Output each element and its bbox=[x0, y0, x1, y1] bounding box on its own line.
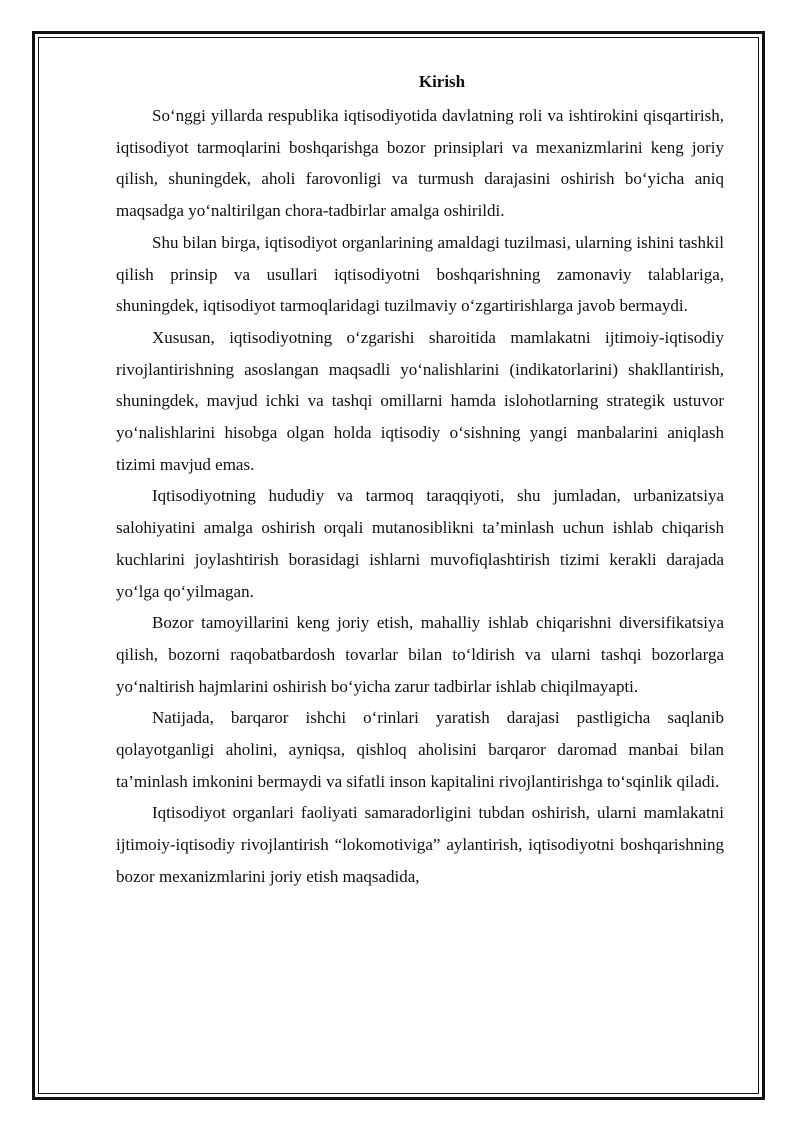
document-heading: Kirish bbox=[418, 72, 466, 91]
paragraph: So‘nggi yillarda respublika iqtisodiyotida davlatning roli va ishtirokini qisqartirish, iqtisodiyot tarmoqlarini boshqarishga bozor prinsiplari va mexanizmlarini keng joriy qilish, shuningdek, aholi farovonligi va turmush darajasini oshirish bo‘yicha aniq maqsadga yo‘naltirilgan chora-tadbirlar amalga oshirildi. bbox=[116, 106, 724, 221]
paragraph: Iqtisodiyotning hududiy va tarmoq taraqqiyoti, shu jumladan, urbanizatsiya salohiyatini amalga oshirish orqali mutanosiblikni ta’minlash uchun ishlab chiqarish kuchlarini joylashtirish borasidagi ishlarni muvofiqlashtirish tizimi kerakli darajada yo‘lga qo‘yilmagan. bbox=[116, 486, 724, 601]
document-body bbox=[116, 68, 724, 893]
paragraph: Bozor tamoyillarini keng joriy etish, mahalliy ishlab chiqarishni diversifikatsiya qilish, bozorni raqobatbardosh tovarlar bilan to‘ldirish va ularni tashqi bozorlarga yo‘naltirish hajmlarini oshirish bo‘yicha zarur tadbirlar ishlab chiqilmayapti. bbox=[116, 613, 724, 696]
paragraph: Xususan, iqtisodiyotning o‘zgarishi sharoitida mamlakatni ijtimoiy-iqtisodiy rivojlantirishning asoslangan maqsadli yo‘nalishlarini (indikatorlarini) shakllantirish, shuningdek, mavjud ichki va tashqi omillarni hamda islohotlarning strategik ustuvor yo‘nalishlarini hisobga olgan holda iqtisodiy o‘sishning yangi manbalarini aniqlash tizimi mavjud emas. bbox=[116, 327, 724, 474]
paragraph: Iqtisodiyot organlari faoliyati samaradorligini tubdan oshirish, ularni mamlakatni ijtimoiy-iqtisodiy rivojlantirish “lokomotiviga” aylantirish, iqtisodiyotni boshqarishning bozor mexanizmlarini joriy etish maqsadida, bbox=[116, 803, 724, 886]
paragraph: Shu bilan birga, iqtisodiyot organlarining amaldagi tuzilmasi, ularning ishini tashkil qilish prinsip va usullari iqtisodiyotni boshqarishning zamonaviy talablariga, shuningdek, iqtisodiyot tarmoqlaridagi tuzilmaviy o‘zgartirishlarga javob bermaydi. bbox=[116, 232, 724, 316]
paragraph: Natijada, barqaror ishchi o‘rinlari yaratish darajasi pastligicha saqlanib qolayotganligi aholini, ayniqsa, qishloq aholisini barqaror daromad manbai bilan ta’minlash imkonini bermaydi va sifatli inson kapitalini rivojlantirishga to‘sqinlik qiladi. bbox=[116, 708, 724, 791]
